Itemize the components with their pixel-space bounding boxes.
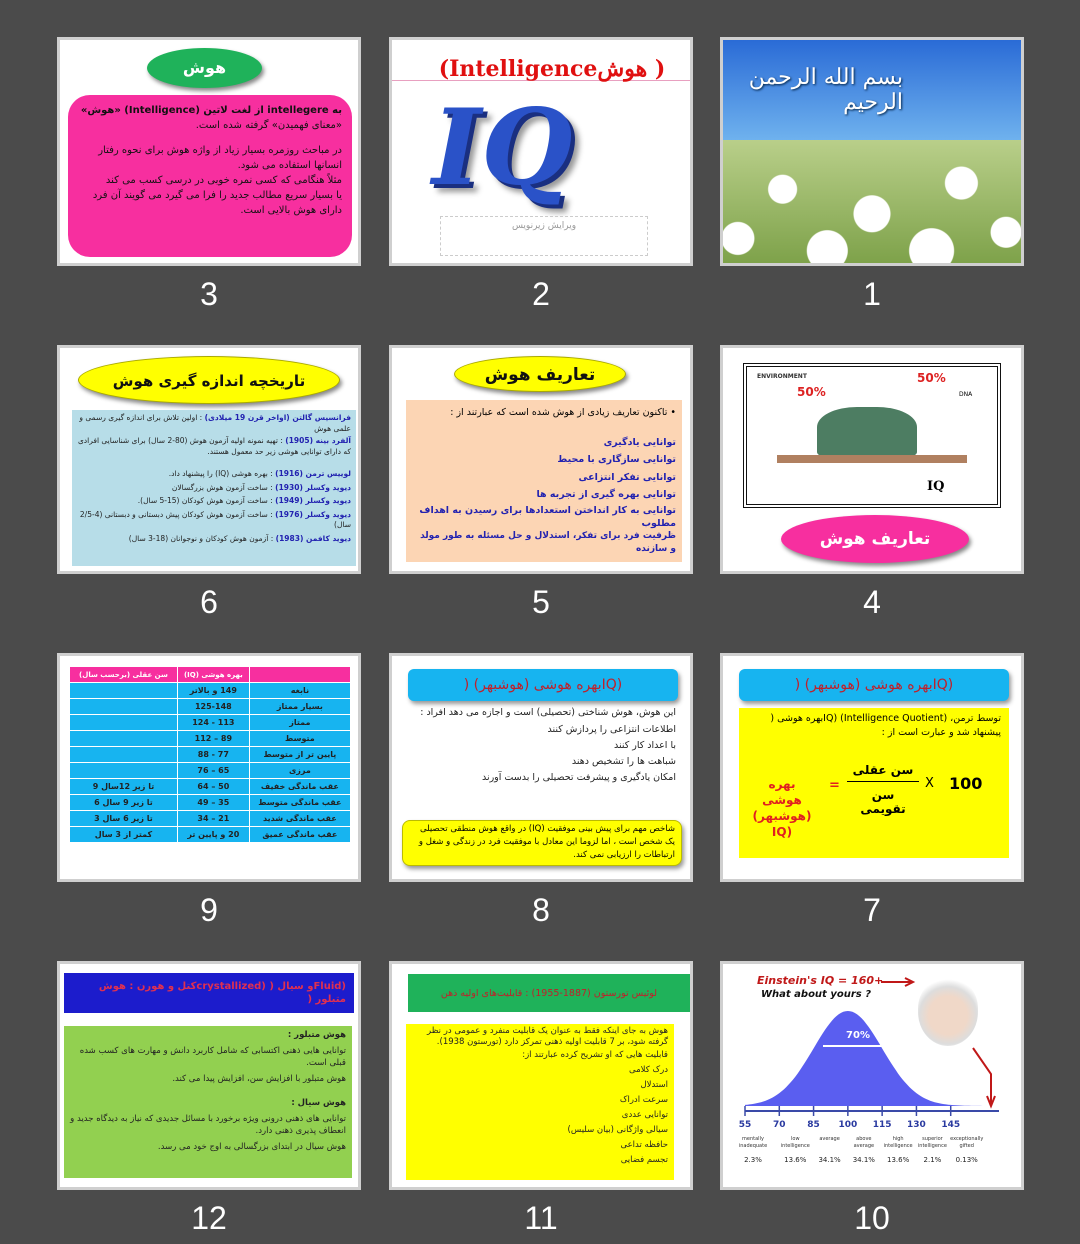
tick-label: 85 [807, 1120, 820, 1130]
section-text: توانایی هایی ذهنی اکتسابی که شامل کاربرد دانش و مهارت های کسب شده قبلی است. [79, 1045, 346, 1068]
iq-classification-table [69, 666, 351, 843]
title-pill: تاریخچه اندازه گیری هوش [78, 356, 340, 404]
title-bar: (IQبهره هوشی (هوشبهر) ( [739, 669, 1009, 701]
category-label: mentally [742, 1136, 764, 1142]
table-cell [70, 747, 178, 763]
category-label: low [791, 1136, 800, 1142]
history-item: لوییس ترمن (1916) : بهره هوشی (IQ) را پیشنهاد داد. [168, 469, 351, 478]
table-cell: 35 – 49 [177, 795, 249, 811]
content-box [406, 400, 682, 562]
bismillah-calligraphy: بسم الله الرحمن الرحیم [748, 65, 903, 115]
pointer-arrow-down [973, 1048, 995, 1106]
formula-times: X [925, 776, 934, 791]
slide-number: 3 [200, 276, 218, 312]
table-cell: 125-148 [177, 699, 249, 715]
list-item: استدلال [640, 1080, 668, 1090]
category-label: average [819, 1136, 840, 1142]
section-text: هوش متبلور با افزایش سن، افزایش پیدا می کند. [172, 1073, 346, 1084]
formula-lhs: بهره هوشی (هوشبهر) (IQ [752, 777, 812, 839]
table-row [70, 811, 351, 827]
title-bar: (IQبهره هوشی (هوشبهر) ( [408, 669, 678, 701]
category-label: inadequate [738, 1143, 768, 1149]
table-cell: 77 - 88 [177, 747, 249, 763]
percent-label: 2.3% [744, 1156, 762, 1164]
slide-thumbnail-3[interactable] [57, 37, 361, 266]
bullet-list [412, 706, 676, 786]
subtitle-placeholder[interactable]: ویرایش زیرنویس [440, 216, 648, 256]
table-row [70, 683, 351, 699]
table-cell: 20 و پایین تر [177, 827, 249, 843]
center-percent-label: 70% [846, 1030, 870, 1041]
table-cell: تا زیر 6 سال 3 [70, 811, 178, 827]
einstein-heading: Einstein's IQ = 160+ [757, 974, 884, 987]
category-label: intelligence [780, 1143, 810, 1149]
formula-denominator: سن تقویمی [860, 788, 906, 816]
table-cell: کمتر از 3 سال [70, 827, 178, 843]
slide-thumbnail-9[interactable] [57, 653, 361, 882]
slide-thumbnail-6[interactable] [57, 345, 361, 574]
intro-text: • تاکنون تعاریف زیادی از هوش شده است که عبارتند از : [450, 407, 676, 418]
slide-number: 4 [863, 584, 881, 620]
percent-label: 2.1% [923, 1156, 942, 1164]
percent-label: 34.1% [852, 1156, 875, 1164]
tick-label: 100 [838, 1120, 858, 1130]
slide-thumbnail-7[interactable] [720, 653, 1024, 882]
environment-label: ENVIRONMENT [757, 373, 807, 380]
table-cell [70, 699, 178, 715]
percent-label: 13.6% [887, 1156, 910, 1164]
title-pill: تعاریف هوش [454, 356, 626, 392]
slide-number: 1 [863, 276, 881, 312]
content-box [406, 1024, 674, 1180]
table-row [70, 795, 351, 811]
category-label: superior [922, 1136, 943, 1142]
slide-thumbnail-1[interactable] [720, 37, 1024, 266]
formula-constant: 100 [949, 774, 983, 793]
history-item: دیوید وکسلر (1976) : ساخت آزمون هوش کودکان پیش دبستانی و دبستانی (4-2/5 سال) [79, 509, 351, 529]
list-item: این هوش، هوش شناختی (تحصیلی) است و اجازه می دهد افراد : [420, 707, 676, 718]
table-cell: 89 – 112 [177, 731, 249, 747]
history-item: دیوید کافمن (1983) : آزمون هوش کودکان و نوجوانان (18-3 سال) [128, 533, 351, 543]
table-row [70, 731, 351, 747]
slide-number: 5 [532, 584, 550, 620]
list-item: سیالی واژگانی (بیان سلیس) [567, 1125, 668, 1135]
list-item: سرعت ادراک [619, 1095, 668, 1105]
table-cell [70, 763, 178, 779]
history-item: آلفرد بینه (1905) : تهیه نمونه اولیه آزمون هوش (80-2 سال) برای شناسایی افرادی که دارای توانایی هوشی زیر حد معمول هستند. [77, 436, 351, 456]
percent-label: 0.13% [955, 1156, 978, 1164]
formula-numerator: سن عقلی [847, 763, 919, 782]
daisy-field-image [723, 140, 1021, 263]
category-label: exceptionally [950, 1136, 984, 1142]
slide-number: 9 [200, 892, 218, 928]
section-text: توانایی های ذهنی درونی ویژه برخورد با مسائل جدیدی که نیاز به دیدگاه جدید و انعطاف پذیری ذهنی دارد. [70, 1113, 346, 1136]
dna-percent: 50% [917, 371, 946, 385]
table-cell: عقب ماندگی عمیق [249, 827, 350, 843]
list-item: توانایی یادگیری [603, 436, 676, 448]
student-illustration [743, 363, 1001, 508]
slide-thumbnail-2[interactable] [389, 37, 693, 266]
text-line: «معنای فهمیدن» گرفته شده است. [195, 120, 342, 131]
title-pill: تعاریف هوش [781, 515, 969, 563]
slide-thumbnail-10[interactable] [720, 961, 1024, 1190]
note-box: شاخص مهم برای پیش بینی موفقیت (IQ) در واقع هوش منطقی تحصیلی یک شخص است ، اما لزوما این معادل با موفقیت فرد در زندگی و شغل و ارتباطات را ارزیابی نمی کند. [402, 820, 682, 866]
environment-percent: 50% [797, 385, 826, 399]
lead-text: قابلیت هایی که او تشریح کرده عبارتند از: [522, 1050, 668, 1060]
list-item: شباهت ها را تشخیص دهند [571, 756, 676, 767]
pointer-arrow [881, 978, 913, 986]
dna-label: DNA [959, 391, 973, 398]
list-item: توانایی سازگاری با محیط [557, 454, 676, 465]
list-item: ظرفیت فرد برای تفکر، استدلال و حل مسئله به طور مولد و سازنده [420, 530, 676, 554]
table-row [70, 779, 351, 795]
section-heading: هوش متبلور : [287, 1030, 346, 1040]
text-line: در مباحث روزمره بسیار زیاد از واژه هوش برای نحوه رفتار انسانها استفاده می شود. [98, 145, 342, 171]
table-cell [70, 715, 178, 731]
intro-text: توسط ترمن، (Intelligence Quotient) (IQبهره هوشی ( پیشنهاد شد و عبارت است از : [770, 713, 1001, 738]
section-heading: هوش سیال : [291, 1098, 346, 1108]
list-item: توانایی به کار انداختن استعدادها برای رسیدن به اهداف مطلوب [419, 504, 676, 529]
table-cell: پایین تر از متوسط [249, 747, 350, 763]
iq-bell-curve-chart [723, 964, 1021, 1187]
table-cell: تا زیر 9 سال 6 [70, 795, 178, 811]
history-item: دیوید وکسلر (1930) : ساخت آزمون هوش بزرگسالان [171, 482, 351, 492]
category-label: average [853, 1143, 875, 1149]
slide-number: 10 [854, 1200, 890, 1236]
table-cell: مرزی [249, 763, 350, 779]
intro-text: هوش به جای اینکه فقط به عنوان یک قابلیت منفرد و عمومی در نظر گرفته شود، بر 7 قابلیت اولیه ذهنی تمرکز دارد (تورستون 1938). [427, 1026, 668, 1047]
slide-number: 11 [524, 1200, 558, 1236]
table-row [70, 715, 351, 731]
column-header: سن عقلی (برحسب سال) [70, 667, 178, 683]
table-row [70, 747, 351, 763]
category-label: above [856, 1136, 872, 1142]
table-cell: 50 – 64 [177, 779, 249, 795]
iq-3d-logo: IQ [432, 85, 573, 209]
content-box [72, 410, 356, 566]
list-item: درک کلامی [629, 1065, 668, 1075]
subheading: What about yours ? [761, 989, 871, 1000]
slide-thumbnail-11[interactable] [389, 961, 693, 1190]
slide-title: (Intelligenceهوش ) [438, 56, 666, 82]
slide-number: 6 [200, 584, 218, 620]
table-cell [70, 683, 178, 699]
table-cell: 21 – 34 [177, 811, 249, 827]
tick-label: 115 [872, 1120, 892, 1130]
table-cell: 65 – 76 [177, 763, 249, 779]
list-item: تجسم فضایی [620, 1155, 668, 1165]
tick-label: 130 [907, 1120, 926, 1130]
slide-thumbnail-8[interactable] [389, 653, 693, 882]
category-label: gifted [959, 1143, 974, 1149]
table-cell: 113 - 124 [177, 715, 249, 731]
table-cell: تا زیر 12سال 9 [70, 779, 178, 795]
table-cell: عقب ماندگی خفیف [249, 779, 350, 795]
slide-number: 2 [532, 276, 550, 312]
tick-label: 145 [941, 1120, 961, 1130]
slide-number: 8 [532, 892, 550, 928]
content-box [68, 95, 352, 257]
table-cell: بسیار ممتاز [249, 699, 350, 715]
text-line: به intellegere از لغت لاتین (Intelligence) «هوش» [80, 105, 342, 116]
bell-curve-area [745, 1011, 985, 1106]
percent-label: 13.6% [784, 1156, 807, 1164]
content-box [64, 1026, 352, 1178]
title-pill: هوش [147, 48, 262, 88]
slide-thumbnail-5[interactable] [389, 345, 693, 574]
section-text: هوش سیال در ابتدای بزرگسالی به اوج خود می رسد. [157, 1141, 346, 1152]
list-item: با اعداد کار کنند [613, 740, 676, 751]
tick-label: 70 [773, 1120, 786, 1130]
table-cell [70, 731, 178, 747]
table-cell: نابغه [249, 683, 350, 699]
list-item: توانایی بهره گیری از تجربه ها [536, 489, 676, 500]
table-row [70, 763, 351, 779]
history-item: فرانسیس گالتن (اواخر قرن 19 میلادی) : اولین تلاش برای اندازه گیری رسمی و علمی هوش [79, 413, 351, 433]
category-label: high [892, 1136, 904, 1142]
tick-label: 55 [738, 1120, 752, 1130]
table-row [70, 699, 351, 715]
table-cell: عقب ماندگی متوسط [249, 795, 350, 811]
title-bar: (Fluidو سیال ( (crystallizedکتل و هورن : هوش متبلور ( [64, 973, 354, 1013]
history-item: دیوید وکسلر (1949) : ساخت آزمون هوش کودکان (15-5 سال). [137, 496, 351, 505]
list-item: حافظه تداعی [620, 1140, 668, 1150]
iq-label: IQ [927, 479, 945, 494]
text-line: مثلاً هنگامی که کسی نمره خوبی در درسی کسب می کند [105, 175, 342, 186]
formula-equals: = [829, 778, 840, 793]
desk [777, 455, 967, 463]
category-label: intelligence [883, 1143, 913, 1149]
slide-number: 12 [191, 1200, 227, 1236]
list-item: اطلاعات انتزاعی را پردازش کنند [547, 724, 676, 735]
text-line: یا بسیار سریع مطالب جدید را فرا می گیرد می گویند آن فرد دارای هوش بالایی است. [92, 190, 342, 216]
title-bar: لوئیس تورستون (1887-1955) : قابلیت‌های اولیه ذهن [408, 974, 690, 1012]
content-box [739, 708, 1009, 858]
table-cell: 149 و بالاتر [177, 683, 249, 699]
table-row [70, 827, 351, 843]
category-label: intelligence [917, 1143, 947, 1149]
list-item: امکان یادگیری و پیشرفت تحصیلی را بدست آورند [481, 772, 676, 783]
student-figure [817, 407, 917, 457]
list-item: توانایی عددی [621, 1110, 668, 1120]
slide-thumbnail-4[interactable] [720, 345, 1024, 574]
table-cell: ممتاز [249, 715, 350, 731]
slide-number: 7 [863, 892, 881, 928]
table-cell: عقب ماندگی شدید [249, 811, 350, 827]
slide-thumbnail-12[interactable] [57, 961, 361, 1190]
percent-label: 34.1% [818, 1156, 841, 1164]
column-header: بهره هوشی (IQ) [177, 667, 249, 683]
table-cell: متوسط [249, 731, 350, 747]
list-item: توانایی تفکر انتزاعی [578, 471, 676, 483]
column-header [249, 667, 350, 683]
